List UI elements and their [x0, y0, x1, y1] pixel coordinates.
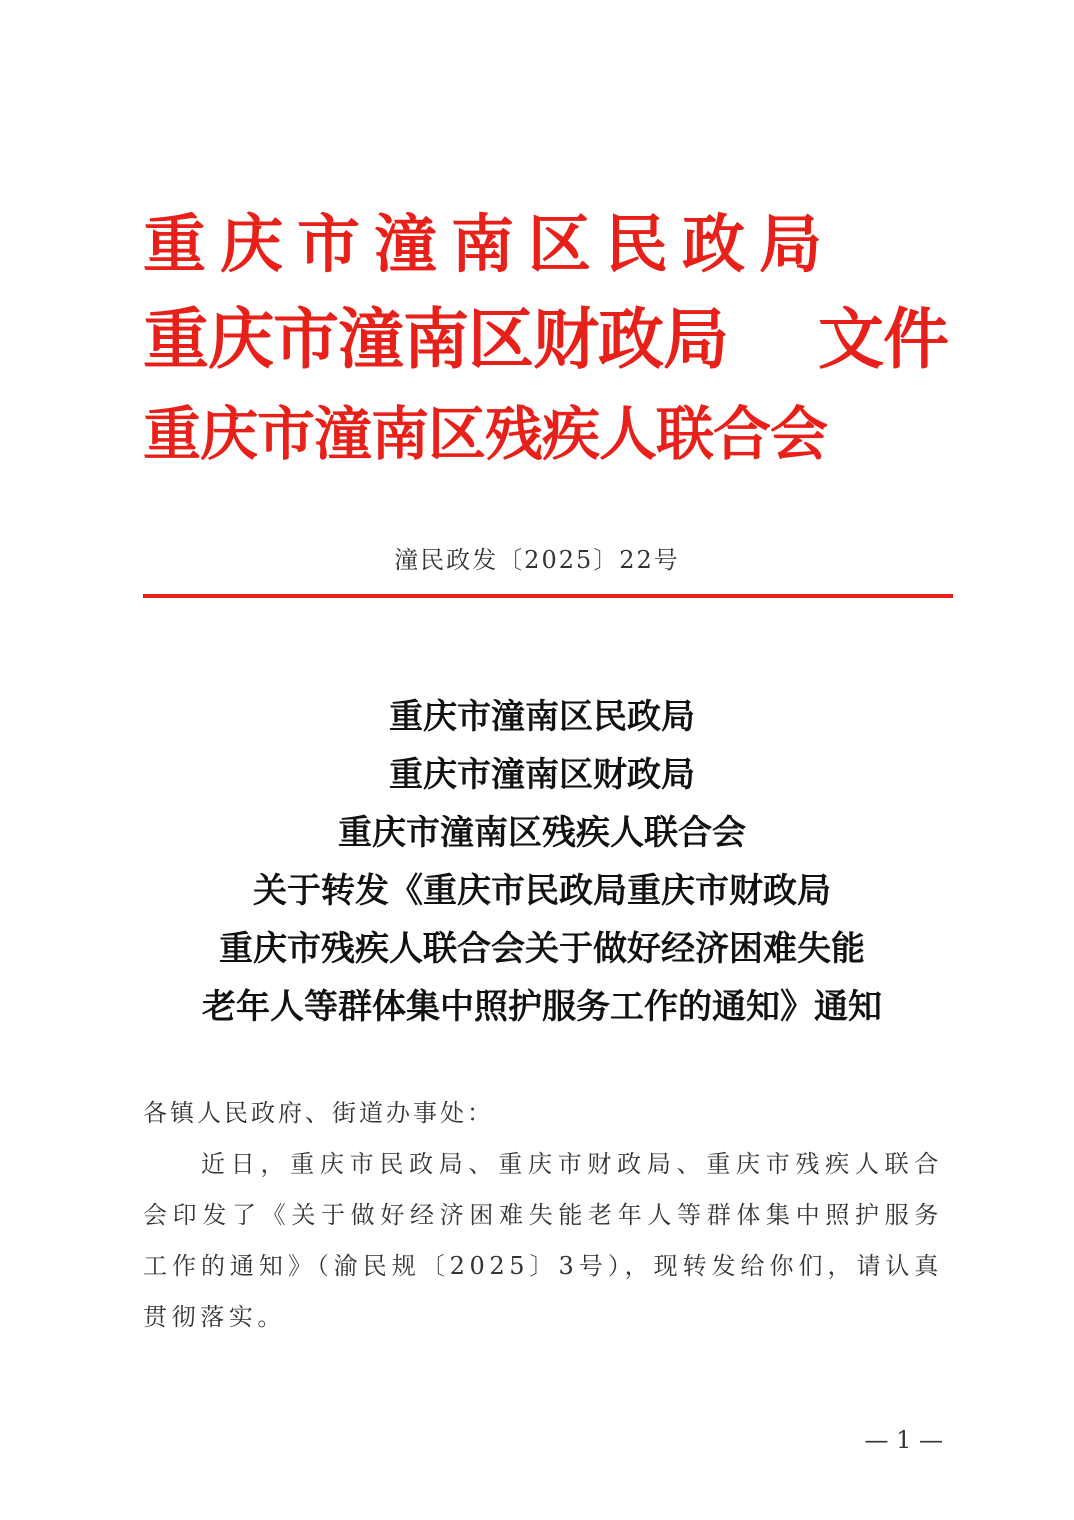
salutation: 各镇人民政府、街道办事处： [143, 1099, 494, 1127]
red-divider [143, 594, 953, 598]
title-line: 重庆市潼南区财政局 [389, 755, 695, 795]
file-word: 文件 [818, 301, 948, 378]
document-number: 潼民政发〔2025〕22号 [394, 546, 680, 574]
page-number: — 1 — [864, 1426, 943, 1454]
title-line: 关于转发《重庆市民政局重庆市财政局 [253, 871, 831, 911]
issuer-disabled-federation: 重庆市潼南区残疾人联合会 [143, 400, 828, 468]
issuer-civil-affairs: 重庆市潼南区民政局 [143, 208, 836, 281]
title-line: 老年人等群体集中照护服务工作的通知》通知 [202, 987, 882, 1027]
document-title [100, 697, 984, 1048]
body-paragraph: 近日，重庆市民政局、重庆市财政局、重庆市残疾人联合会印发了《关于做好经济困难失能老年人等群体集中照护服务工作的通知》（渝民规〔2025〕3号），现转发给你们，请认真贯彻落实。 [143, 1150, 943, 1331]
title-line: 重庆市潼南区民政局 [389, 697, 695, 737]
title-line: 重庆市潼南区残疾人联合会 [338, 813, 746, 853]
issuer-finance: 重庆市潼南区财政局 [143, 301, 728, 378]
document-body [143, 1088, 943, 1343]
title-line: 重庆市残疾人联合会关于做好经济困难失能 [219, 929, 865, 969]
